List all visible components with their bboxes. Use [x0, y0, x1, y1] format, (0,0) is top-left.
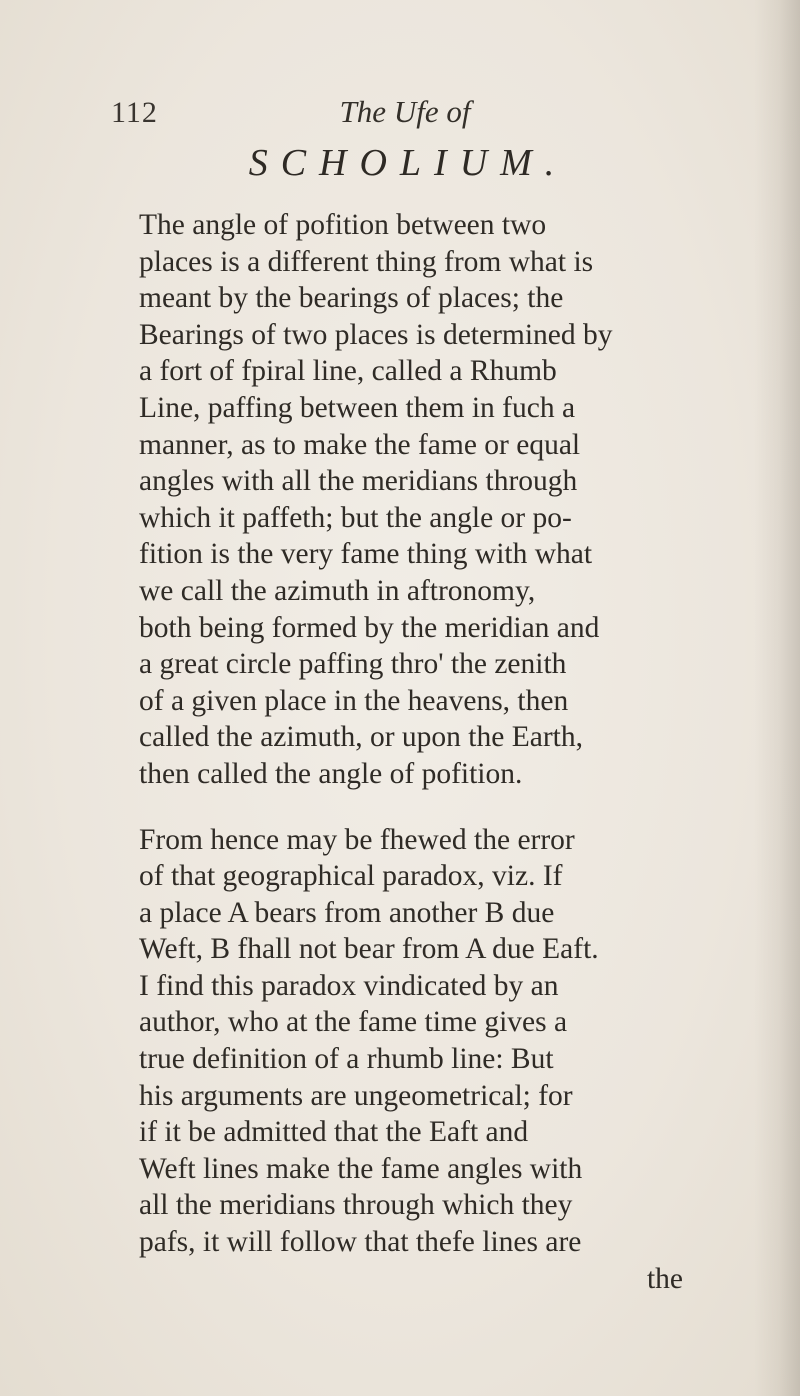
- text-line: which it paffeth; but the angle or po-: [139, 501, 572, 534]
- text-line: we call the azimuth in aftronomy,: [139, 574, 536, 607]
- text-line: From hence may be fhewed the error: [139, 823, 575, 856]
- text-line: all the meridians through which they: [139, 1189, 573, 1222]
- text-line: meant by the bearings of places; the: [139, 282, 564, 315]
- paragraph-1: [139, 207, 689, 793]
- text-line: pafs, it will follow that thefe lines are: [139, 1226, 582, 1259]
- text-line: a fort of fpiral line, called a Rhumb: [139, 355, 557, 388]
- text-line: of a given place in the heavens, then: [139, 684, 569, 717]
- paragraph-gap: [139, 793, 689, 822]
- text-line: if it be admitted that the Eaft and: [139, 1116, 529, 1149]
- text-line: fition is the very fame thing with what: [139, 538, 593, 571]
- paragraph-2: [139, 822, 689, 1261]
- text-line: a great circle paffing thro' the zenith: [139, 648, 567, 681]
- running-head: The Ufe of: [339, 94, 471, 129]
- text-line: Bearings of two places is determined by: [139, 318, 613, 351]
- text-line: places is a different thing from what is: [139, 245, 594, 278]
- text-line: angles with all the meridians through: [139, 465, 578, 498]
- text-line: both being formed by the meridian and: [139, 611, 600, 644]
- page-number: 112: [111, 96, 158, 129]
- page-edge-shadow: [754, 0, 800, 1396]
- text-line: Weft, B fhall not bear from A due Eaft.: [139, 933, 599, 966]
- catchword: the: [646, 1262, 683, 1295]
- text-line: I find this paradox vindicated by an: [139, 969, 559, 1002]
- text-line: manner, as to make the fame or equal: [139, 428, 581, 461]
- text-line: called the azimuth, or upon the Earth,: [139, 721, 583, 754]
- section-title: SCHOLIUM.: [248, 142, 568, 184]
- text-line: Line, paffing between them in fuch a: [139, 391, 576, 424]
- text-line: Weft lines make the fame angles with: [139, 1152, 583, 1185]
- text-line: then called the angle of pofition.: [139, 757, 523, 790]
- text-line: his arguments are ungeometrical; for: [139, 1079, 573, 1112]
- text-line: The angle of pofition between two: [139, 209, 547, 241]
- text-line: a place A bears from another B due: [139, 896, 555, 929]
- text-line: true definition of a rhumb line: But: [139, 1043, 554, 1076]
- text-line: of that geographical paradox, viz. If: [139, 860, 563, 893]
- body-text: [139, 207, 689, 1297]
- text-line: author, who at the fame time gives a: [139, 1006, 568, 1039]
